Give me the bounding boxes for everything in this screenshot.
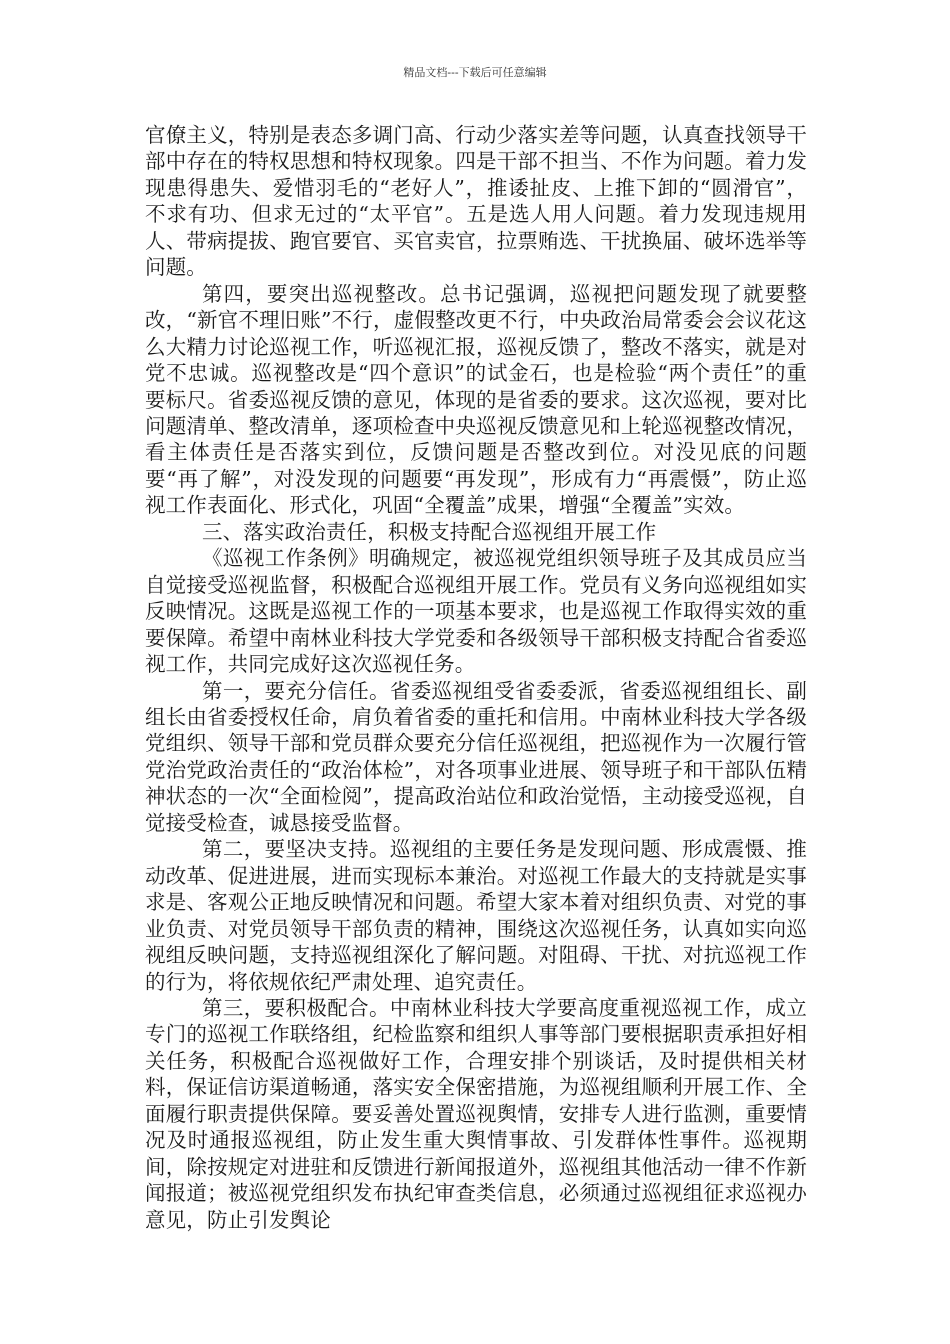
paragraph-6: 第二，要坚决支持。巡视组的主要任务是发现问题、形成震慑、推动改革、促进进展，进而实现标本兼治。对巡视工作最大的支持就是实事求是、客观公正地反映情况和问题。希望大家本着对组织负责、对党的事业负责、对党员领导干部负责的精神，围绕这次巡视任务，认真如实向巡视组反映问题，支持巡视组深化了解问题。对阻碍、干扰、对抗巡视工作的行为，将依规依纪严肃处理、追究责任。 <box>145 837 807 994</box>
paragraph-5: 第一，要充分信任。省委巡视组受省委委派，省委巡视组组长、副组长由省委授权任命，肩负着省委的重托和信用。中南林业科技大学各级党组织、领导干部和党员群众要充分信任巡视组，把巡视作为一次履行管党治党政治责任的“政治体检”，对各项事业进展、领导班子和干部队伍精神状态的一次“全面检阅”，提高政治站位和政治觉悟，主动接受巡视，自觉接受检查，诚恳接受监督。 <box>145 678 807 835</box>
paragraph-1: 官僚主义，特别是表态多调门高、行动少落实差等问题，认真查找领导干部中存在的特权思想和特权现象。四是干部不担当、不作为问题。着力发现患得患失、爱惜羽毛的“老好人”，推诿扯皮、上推下卸的“圆滑官”，不求有功、但求无过的“太平官”。五是选人用人问题。着力发现违规用人、带病提拔、跑官要官、买官卖官，拉票贿选、干扰换届、破坏选举等问题。 <box>145 123 807 280</box>
section-heading-3: 三、落实政治责任，积极支持配合巡视组开展工作 <box>202 519 657 544</box>
document-body <box>145 122 807 1233</box>
paragraph-2: 第四，要突出巡视整改。总书记强调，巡视把问题发现了就要整改，“新官不理旧账”不行，虚假整改更不行，中央政治局常委会会议花这么大精力讨论巡视工作，听巡视汇报，巡视反馈了，整改不落实，就是对党不忠诚。巡视整改是“四个意识”的试金石，也是检验“两个责任”的重要标尺。省委巡视反馈的意见，体现的是省委的要求。这次巡视，要对比问题清单、整改清单，逐项检查中央巡视反馈意见和上轮巡视整改情况，看主体责任是否落实到位，反馈问题是否整改到位。对没见底的问题要“再了解”，对没发现的问题要“再发现”，形成有力“再震慑”，防止巡视工作表面化、形式化，巩固“全覆盖”成果，增强“全覆盖”实效。 <box>145 281 807 518</box>
page-header: 精品文档---下载后可任意编辑 <box>403 66 547 79</box>
paragraph-7: 第三，要积极配合。中南林业科技大学要高度重视巡视工作，成立专门的巡视工作联络组，纪检监察和组织人事等部门要根据职责承担好相关任务，积极配合巡视做好工作，合理安排个别谈话，及时提供相关材料，保证信访渠道畅通，落实安全保密措施，为巡视组顺利开展工作、全面履行职责提供保障。要妥善处置巡视舆情，安排专人进行监测，重要情况及时通报巡视组，防止发生重大舆情事故、引发群体性事件。巡视期间，除按规定对进驻和反馈进行新闻报道外，巡视组其他活动一律不作新闻报道；被巡视党组织发布执纪审查类信息，必须通过巡视组征求巡视办意见，防止引发舆论 <box>145 995 807 1232</box>
paragraph-4: 《巡视工作条例》明确规定，被巡视党组织领导班子及其成员应当自觉接受巡视监督，积极配合巡视组开展工作。党员有义务向巡视组如实反映情况。这既是巡视工作的一项基本要求，也是巡视工作取得实效的重要保障。希望中南林业科技大学党委和各级领导干部积极支持配合省委巡视工作，共同完成好这次巡视任务。 <box>145 546 807 677</box>
